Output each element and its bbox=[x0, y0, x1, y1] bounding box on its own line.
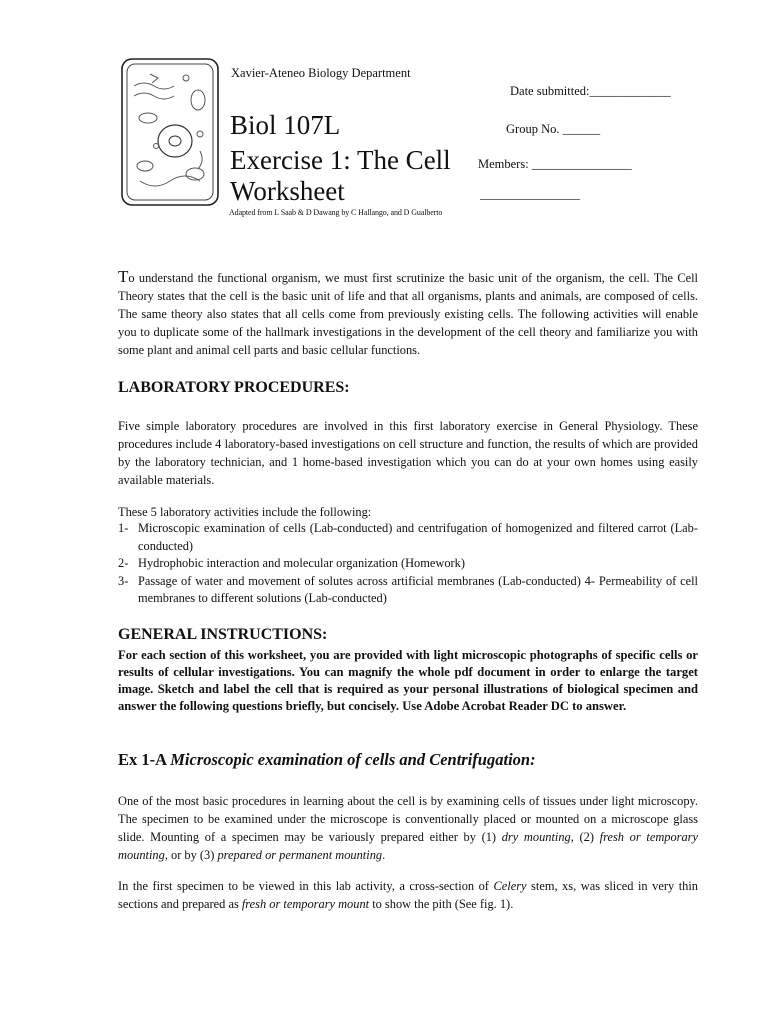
department-name: Xavier-Ateneo Biology Department bbox=[231, 66, 411, 80]
text-run-italic: prepared or permanent mounting bbox=[217, 848, 383, 862]
list-item bbox=[118, 520, 698, 555]
text-run: stem, xs, was sliced in very thin sections and prepared as bbox=[118, 879, 698, 911]
list-number: 1- bbox=[118, 521, 129, 535]
activities-list bbox=[118, 520, 698, 608]
text-run: to show the pith (See fig. 1). bbox=[369, 897, 514, 911]
text-run: One of the most basic procedures in learning about the cell is by examining cells of tissues under light microscopy. The specimen to be examined under the microscope is conventionally placed or mounted on a microscope glass slide. Mounting of a specimen may be variously prepared either by (1) bbox=[118, 794, 698, 844]
text-run: . bbox=[382, 848, 386, 862]
general-instructions-text: For each section of this worksheet, you are provided with light microscopic photographs of specific cells or results of cellular investigations. You can magnify the whole pdf document in order to enlarge the target image. Sketch and label the cell that is required as your personal illustrations of biological specimen and answer the following questions briefly, but concisely. Use Adobe Acrobat Reader DC to answer. bbox=[118, 648, 698, 713]
cell-illustration bbox=[120, 56, 220, 208]
list-item bbox=[118, 555, 698, 573]
text-run-italic: Celery bbox=[493, 879, 527, 893]
worksheet-title: Worksheet bbox=[230, 176, 345, 206]
intro-text: o understand the functional organism, we must first scrutinize the basic unit of the organism, the cell. The Cell Theory states that the cell is the basic unit of life and that all organisms, plants and animals, are composed of cells. The same theory also states that all cells come from previously existing cells. The following activities will enable you to duplicate some of the hallmark investigations in the development of the cell theory and familiarize you with some plant and animal cell parts and basic cellular functions. bbox=[118, 271, 698, 357]
lab-procedures-heading: LABORATORY PROCEDURES: bbox=[118, 379, 350, 396]
list-number: 2- bbox=[118, 556, 129, 570]
date-submitted-field[interactable]: Date submitted:_____________ bbox=[510, 84, 671, 98]
text-run: , or by (3) bbox=[164, 848, 218, 862]
general-instructions-heading: GENERAL INSTRUCTIONS: bbox=[118, 626, 328, 643]
lab-paragraph-2: These 5 laboratory activities include the following: bbox=[118, 505, 372, 519]
ex1a-paragraph-1 bbox=[118, 792, 698, 864]
list-item bbox=[118, 573, 698, 608]
text-run-italic: dry mounting bbox=[501, 830, 571, 844]
group-no-field[interactable]: Group No. ______ bbox=[506, 122, 601, 136]
members-field[interactable]: Members: ________________ bbox=[478, 157, 632, 171]
lab-paragraph-1: Five simple laboratory procedures are involved in this first laboratory exercise in General Physiology. These procedures include 4 laboratory-based investigations on cell structure and function, the results of which are provided by the laboratory technician, and 1 home-based investigation which you can do at your own homes using easily available materials. bbox=[118, 419, 698, 487]
list-text: Microscopic examination of cells (Lab-conducted) and centrifugation of homogenized and filtered carrot (Lab-conducted) bbox=[138, 521, 698, 553]
intro-paragraph bbox=[118, 268, 698, 359]
adapted-credit: Adapted from L Saab & D Dawang by C Hallango, and D Gualberto bbox=[229, 208, 443, 217]
ex1a-paragraph-2 bbox=[118, 877, 698, 913]
ex1a-title: Microscopic examination of cells and Centrifugation: bbox=[170, 750, 536, 769]
ex1a-prefix: Ex 1-A bbox=[118, 750, 171, 769]
list-number: 3- bbox=[118, 573, 129, 588]
text-run: , (2) bbox=[570, 830, 600, 844]
list-text: Passage of water and movement of solutes across artificial membranes (Lab-conducted) 4- Permeability of cell membranes to different solutions (Lab-conducted) bbox=[138, 573, 698, 605]
exercise-title: Exercise 1: The Cell bbox=[230, 145, 451, 175]
list-text: Hydrophobic interaction and molecular organization (Homework) bbox=[138, 556, 465, 570]
members-field-line2[interactable]: ________________ bbox=[480, 187, 580, 201]
ex1a-heading bbox=[118, 750, 536, 770]
drop-cap: T bbox=[118, 267, 129, 286]
text-run: In the first specimen to be viewed in this lab activity, a cross-section of bbox=[118, 879, 494, 893]
course-title: Biol 107L bbox=[230, 110, 341, 140]
text-run-italic: fresh or temporary mount bbox=[241, 897, 370, 911]
text-run-italic: fresh or temporary mounting bbox=[118, 830, 698, 862]
